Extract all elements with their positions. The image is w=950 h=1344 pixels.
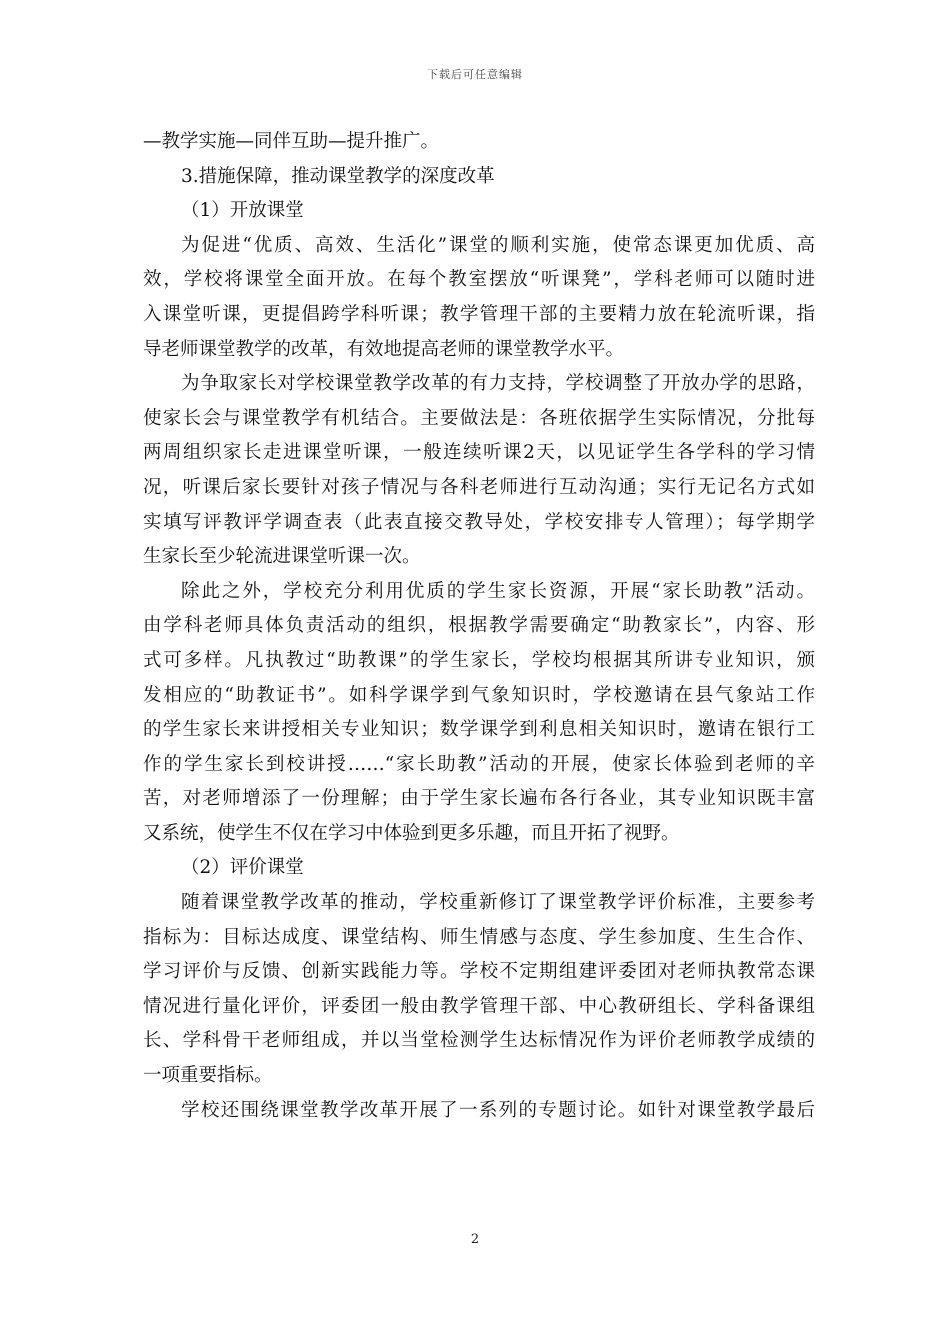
- text-line: 指标为：目标达成度、课堂结构、师生情感与态度、学生参加度、生生合作、: [143, 926, 815, 948]
- text-line: 况，听课后家长要针对孩子情况与各科老师进行互动沟通；实行无记名方式如: [143, 476, 815, 498]
- text-line: 随着课堂教学改革的推动，学校重新修订了课堂教学评价标准，主要参考: [181, 892, 815, 914]
- text-line: 3.措施保障，推动课堂教学的深度改革: [181, 165, 495, 187]
- text-line: 为促进“优质、高效、生活化”课堂的顺利实施，使常态课更加优质、高: [181, 234, 815, 256]
- text-line: 学校还围绕课堂教学改革开展了一系列的专题讨论。如针对课堂教学最后: [181, 1099, 815, 1121]
- text-line: 两周组织家长走进课堂听课，一般连续听课2天，以见证学生各学科的学习情: [143, 442, 815, 464]
- text-line: 式可多样。凡执教过“助教课”的学生家长，学校均根据其所讲专业知识，颁: [143, 649, 815, 671]
- text-line: 导老师课堂教学的改革，有效地提高老师的课堂教学水平。: [143, 338, 625, 360]
- text-line: （1）开放课堂: [181, 200, 304, 222]
- text-line: 除此之外，学校充分利用优质的学生家长资源，开展“家长助教”活动。: [181, 580, 815, 602]
- text-line: 长、学科骨干老师组成，并以当堂检测学生达标情况作为评价老师教学成绩的: [143, 1030, 815, 1052]
- text-line: 作的学生家长到校讲授……“家长助教”活动的开展，使家长体验到老师的辛: [143, 753, 815, 775]
- text-line: —教学实施—同伴互助—提升推广。: [143, 131, 440, 152]
- text-line: 发相应的“助教证书”。如科学课学到气象知识时，学校邀请在县气象站工作: [143, 684, 815, 706]
- text-line: 苦，对老师增添了一份理解；由于学生家长遍布各行各业，其专业知识既丰富: [143, 788, 815, 810]
- text-line: 实填写评教评学调查表（此表直接交教导处，学校安排专人管理）；每学期学: [143, 511, 815, 533]
- page-number: 2: [470, 1232, 480, 1247]
- text-line: 的学生家长来讲授相关专业知识；数学课学到利息相关知识时，邀请在银行工: [143, 719, 815, 741]
- text-line: 又系统，使学生不仅在学习中体验到更多乐趣，而且开拓了视野。: [143, 822, 680, 844]
- text-line: 生家长至少轮流进课堂听课一次。: [143, 546, 421, 568]
- text-line: 效，学校将课堂全面开放。在每个教室摆放“听课凳”，学科老师可以随时进: [143, 269, 815, 291]
- text-line: 学习评价与反馈、创新实践能力等。学校不定期组建评委团对老师执教常态课: [143, 961, 815, 983]
- text-line: 情况进行量化评价，评委团一般由教学管理干部、中心教研组长、学科备课组: [143, 995, 815, 1017]
- document-body: [143, 125, 815, 1128]
- text-line: 使家长会与课堂教学有机结合。主要做法是：各班依据学生实际情况，分批每: [143, 407, 815, 429]
- text-line: 一项重要指标。: [143, 1065, 273, 1087]
- page-header: 下载后可任意编辑: [427, 68, 523, 81]
- text-line: （2）评价课堂: [181, 857, 304, 879]
- text-line: 入课堂听课，更提倡跨学科听课；教学管理干部的主要精力放在轮流听课，指: [143, 303, 815, 325]
- text-line: 由学科老师具体负责活动的组织，根据教学需要确定“助教家长”，内容、形: [143, 615, 815, 637]
- text-line: 为争取家长对学校课堂教学改革的有力支持，学校调整了开放办学的思路，: [181, 373, 815, 395]
